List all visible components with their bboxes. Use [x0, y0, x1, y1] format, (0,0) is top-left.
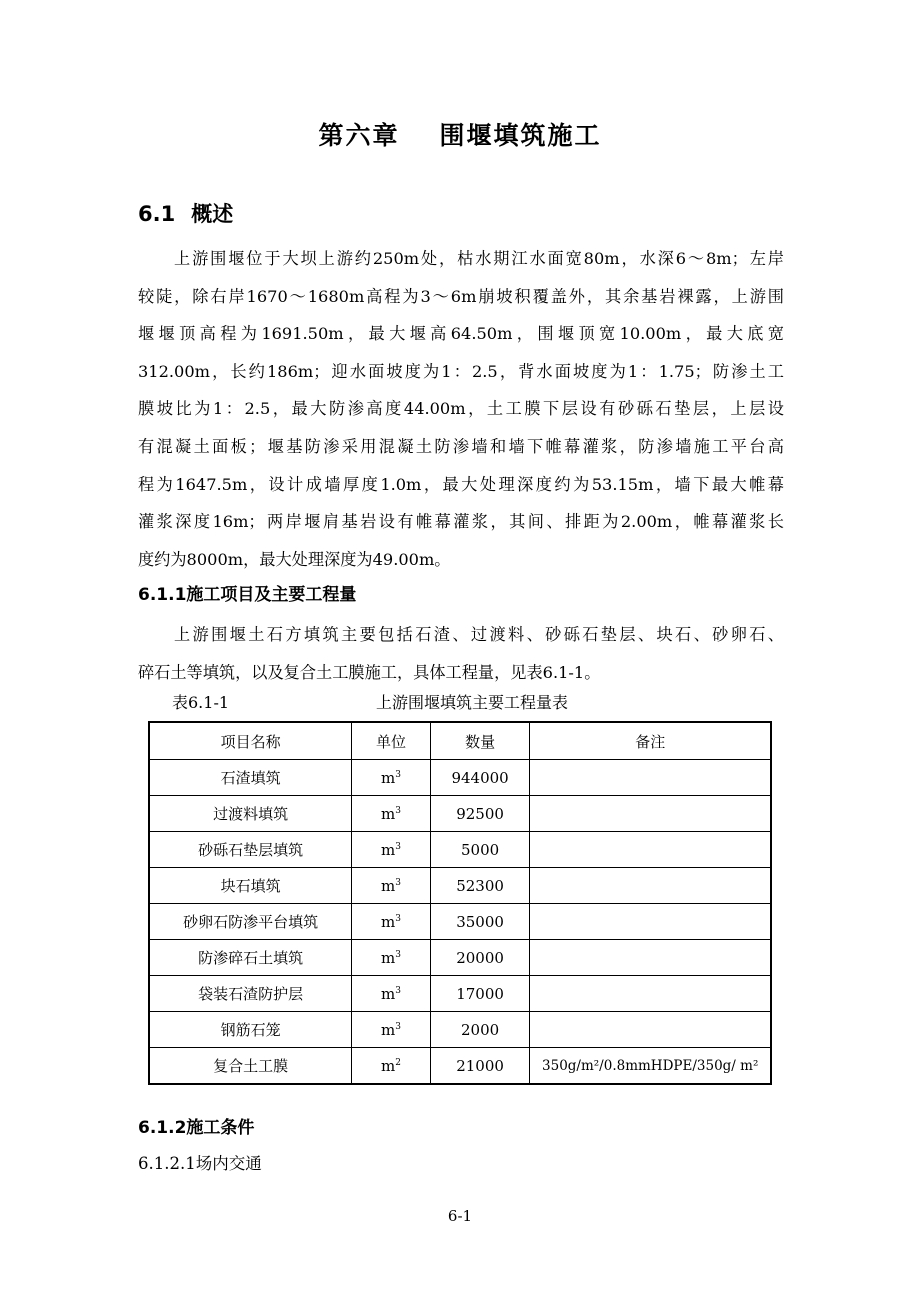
- unit-base: m: [381, 804, 396, 823]
- cell-item-name: 过渡料填筑: [149, 796, 352, 832]
- unit-base: m: [381, 840, 396, 859]
- page-number: 6-1: [447, 1207, 473, 1225]
- cell-quantity: 944000: [430, 760, 530, 796]
- subsubsection-heading: [138, 1150, 262, 1174]
- table-row: [149, 796, 771, 832]
- unit-base: m: [381, 984, 396, 1003]
- cell-item-name: 砂卵石防渗平台填筑: [149, 904, 352, 940]
- table-row: [149, 976, 771, 1012]
- table-row: [149, 1012, 771, 1048]
- paragraph-line: 较陡，除右岸1670～1680m高程为3～6m崩坡积覆盖外，其余基岩裸露，上游围: [138, 286, 784, 306]
- cell-item-name: 块石填筑: [149, 868, 352, 904]
- unit-exponent: 3: [395, 913, 402, 924]
- cell-item-name: 袋装石渣防护层: [149, 976, 352, 1012]
- cell-remark: [530, 760, 771, 796]
- subsection-name: 施工条件: [186, 1118, 255, 1138]
- unit-base: m: [381, 1020, 396, 1039]
- paragraph-line: 膜坡比为1：2.5，最大防渗高度44.00m，土工膜下层设有砂砾石垫层，上层设: [138, 399, 784, 419]
- table-row: [149, 904, 771, 940]
- table-row: [149, 832, 771, 868]
- paragraph-line: 度约为8000m，最大处理深度为49.00m。: [138, 549, 451, 569]
- overview-paragraph: [138, 240, 784, 578]
- cell-remark: [530, 832, 771, 868]
- subsection-number: 6.1.2: [138, 1118, 187, 1138]
- paragraph-line: 程为1647.5m，设计成墙厚度1.0m，最大处理深度约为53.15m，墙下最大帷幕: [138, 474, 784, 494]
- cell-item-name: 复合土工膜: [149, 1048, 352, 1085]
- subsection-name: 施工项目及主要工程量: [186, 585, 357, 605]
- cell-item-name: 钢筋石笼: [149, 1012, 352, 1048]
- cell-item-name: 砂砾石垫层填筑: [149, 832, 352, 868]
- section-number: 6.1: [138, 202, 176, 226]
- cell-quantity: 5000: [430, 832, 530, 868]
- unit-exponent: 3: [395, 985, 402, 996]
- cell-unit: [352, 1012, 430, 1048]
- unit-exponent: 3: [395, 805, 402, 816]
- chapter-number: 第六章: [318, 121, 400, 150]
- paragraph-line: 堰堰顶高程为1691.50m，最大堰高64.50m，围堰顶宽10.00m，最大底宽: [138, 324, 784, 344]
- cell-quantity: 2000: [430, 1012, 530, 1048]
- cell-unit: [352, 976, 430, 1012]
- cell-quantity: 17000: [430, 976, 530, 1012]
- cell-quantity: 21000: [430, 1048, 530, 1085]
- cell-remark: [530, 868, 771, 904]
- unit-base: m: [381, 768, 396, 787]
- header-item-name: 项目名称: [149, 722, 352, 760]
- unit-exponent: 3: [395, 1021, 402, 1032]
- table-row: [149, 868, 771, 904]
- header-unit: 单位: [352, 722, 430, 760]
- chapter-name: 围堰填筑施工: [439, 121, 602, 150]
- paragraph-line: 灌浆深度16m；两岸堰肩基岩设有帷幕灌浆，其间、排距为2.00m，帷幕灌浆长: [138, 512, 784, 532]
- header-remark: 备注: [530, 722, 771, 760]
- cell-remark: [530, 904, 771, 940]
- subsection-number: 6.1.1: [138, 585, 187, 605]
- unit-base: m: [381, 1056, 396, 1075]
- subsection-heading: [138, 1113, 254, 1138]
- unit-base: m: [381, 876, 396, 895]
- cell-unit: [352, 760, 430, 796]
- cell-unit: [352, 940, 430, 976]
- table-label: 表6.1-1: [172, 693, 230, 712]
- cell-unit: [352, 832, 430, 868]
- paragraph-line: 312.00m，长约186m；迎水面坡度为1：2.5，背水面坡度为1：1.75；防渗土工: [138, 361, 784, 381]
- table-title: 上游围堰填筑主要工程量表: [376, 693, 569, 712]
- cell-unit: [352, 904, 430, 940]
- cell-unit: [352, 1048, 430, 1085]
- paragraph-line: 有混凝土面板；堰基防渗采用混凝土防渗墙和墙下帷幕灌浆，防渗墙施工平台高: [138, 436, 784, 456]
- subsection-heading: [138, 580, 356, 605]
- cell-quantity: 92500: [430, 796, 530, 832]
- unit-exponent: 3: [395, 949, 402, 960]
- cell-remark: 350g/m²/0.8mmHDPE/350g/ m²: [530, 1048, 771, 1085]
- unit-exponent: 3: [395, 877, 402, 888]
- table-row: [149, 760, 771, 796]
- cell-remark: [530, 976, 771, 1012]
- cell-item-name: 石渣填筑: [149, 760, 352, 796]
- table-row: [149, 940, 771, 976]
- section-name: 概述: [191, 202, 234, 226]
- subsection-name: 场内交通: [195, 1154, 262, 1173]
- cell-quantity: 52300: [430, 868, 530, 904]
- cell-remark: [530, 1012, 771, 1048]
- unit-base: m: [381, 948, 396, 967]
- unit-exponent: 3: [395, 769, 402, 780]
- paragraph-line: 上游围堰土石方填筑主要包括石渣、过渡料、砂砾石垫层、块石、砂卵石、: [174, 625, 784, 644]
- cell-unit: [352, 868, 430, 904]
- cell-unit: [352, 796, 430, 832]
- paragraph-line: 上游围堰位于大坝上游约250m处，枯水期江水面宽80m，水深6～8m；左岸: [174, 249, 784, 268]
- quantities-table: [148, 721, 772, 1085]
- header-quantity: 数量: [430, 722, 530, 760]
- unit-exponent: 2: [395, 1057, 402, 1068]
- subsection-number: 6.1.2.1: [138, 1154, 196, 1173]
- cell-quantity: 35000: [430, 904, 530, 940]
- cell-remark: [530, 940, 771, 976]
- table-caption: [172, 690, 569, 713]
- quantities-paragraph: [138, 616, 784, 691]
- chapter-title: [0, 116, 920, 152]
- cell-remark: [530, 796, 771, 832]
- cell-item-name: 防渗碎石土填筑: [149, 940, 352, 976]
- cell-quantity: 20000: [430, 940, 530, 976]
- unit-base: m: [381, 912, 396, 931]
- table-header-row: [149, 722, 771, 760]
- unit-exponent: 3: [395, 841, 402, 852]
- table-row: [149, 1048, 771, 1085]
- paragraph-line: 碎石土等填筑，以及复合土工膜施工，具体工程量，见表6.1-1。: [138, 662, 601, 682]
- section-heading: [138, 198, 233, 228]
